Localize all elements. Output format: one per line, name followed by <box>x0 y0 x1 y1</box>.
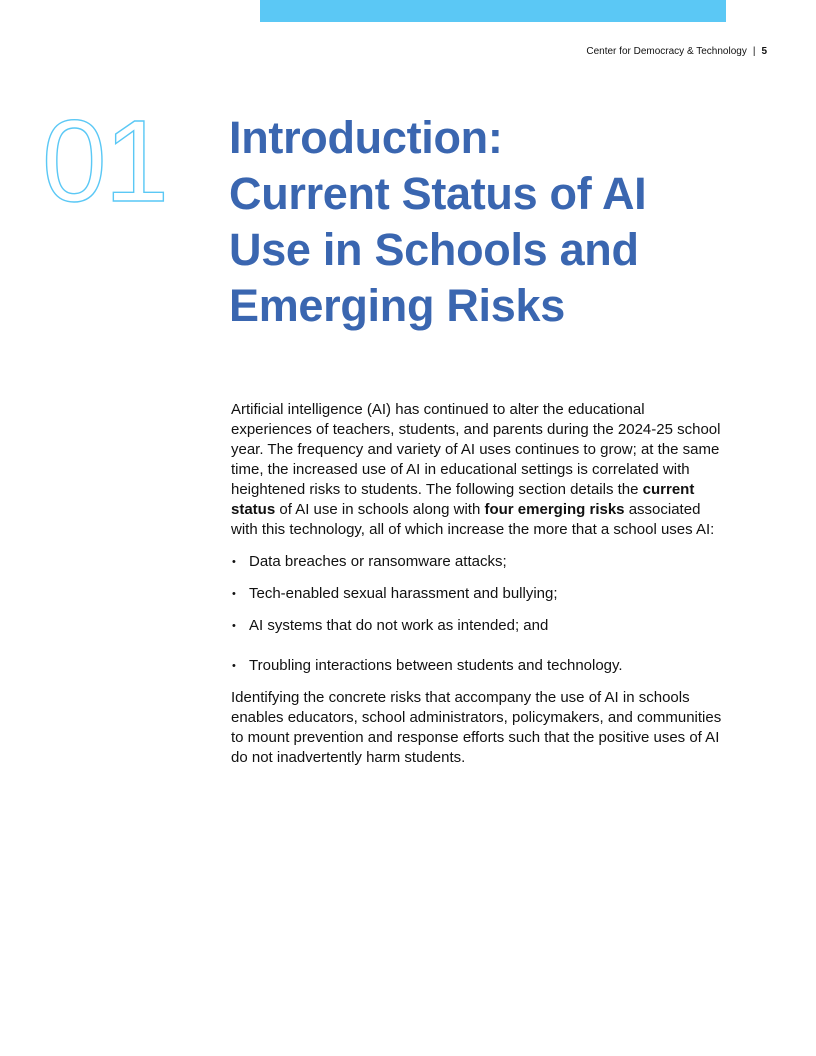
chapter-title-line: Use in Schools and <box>229 224 639 275</box>
chapter-title-line: Introduction: <box>229 112 503 163</box>
intro-line: associated <box>624 501 701 518</box>
intro-line: year. The frequency and variety of AI uses continues to grow; at the same <box>231 441 720 458</box>
risk-text: Tech-enabled sexual harassment and bullying; <box>249 585 558 602</box>
closing-line: to mount prevention and response efforts such that the positive uses of AI <box>231 729 720 746</box>
list-item <box>231 616 746 636</box>
closing-paragraph <box>231 688 746 768</box>
emphasis-current-status: status <box>231 501 276 518</box>
header-separator: | <box>752 46 756 57</box>
closing-line: do not inadvertently harm students. <box>231 749 466 766</box>
chapter-title-line: Current Status of AI <box>229 168 647 219</box>
list-item <box>231 552 746 572</box>
risk-text: Data breaches or ransomware attacks; <box>249 553 507 570</box>
bullet-icon: • <box>232 556 236 568</box>
emphasis-current-status: current <box>642 481 695 498</box>
intro-line: heightened risks to students. The following section details the <box>231 481 643 498</box>
intro-line: of AI use in schools along with <box>275 501 485 518</box>
chapter-number: 01 <box>42 96 168 226</box>
intro-paragraph <box>231 400 746 540</box>
risk-text: AI systems that do not work as intended; and <box>249 617 549 634</box>
chapter-title <box>229 110 749 334</box>
bullet-icon: • <box>232 620 236 632</box>
bullet-icon: • <box>232 660 236 672</box>
list-item <box>231 656 746 676</box>
top-accent-bar <box>260 0 726 22</box>
closing-line: Identifying the concrete risks that accompany the use of AI in schools <box>231 689 690 706</box>
closing-line: enables educators, school administrators, policymakers, and communities <box>231 709 722 726</box>
risk-list <box>231 552 746 676</box>
chapter-title-line: Emerging Risks <box>229 280 565 331</box>
page-number: 5 <box>761 46 767 57</box>
intro-line: time, the increased use of AI in educational settings is correlated with <box>231 461 690 478</box>
body-text <box>231 400 746 768</box>
intro-line: experiences of teachers, students, and parents during the 2024-25 school <box>231 421 721 438</box>
list-item <box>231 584 746 604</box>
bullet-icon: • <box>232 588 236 600</box>
emphasis-four-emerging-risks: four emerging risks <box>484 501 625 518</box>
intro-line: with this technology, all of which increase the more that a school uses AI: <box>231 521 715 538</box>
running-header <box>586 46 767 57</box>
intro-line: Artificial intelligence (AI) has continued to alter the educational <box>231 401 645 418</box>
header-organization: Center for Democracy & Technology <box>586 46 747 57</box>
risk-text: Troubling interactions between students and technology. <box>249 657 623 674</box>
